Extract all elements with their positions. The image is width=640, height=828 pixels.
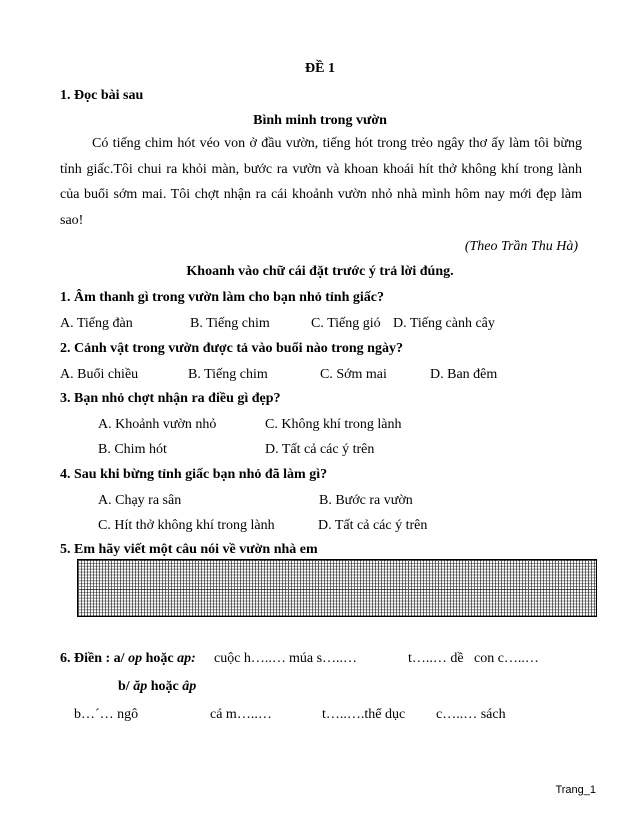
fill-line-b: [118, 678, 196, 696]
q1-option-b[interactable]: B. Tiếng chim: [190, 316, 270, 331]
page-title: ĐỀ 1: [305, 61, 335, 76]
q2-option-d[interactable]: D. Ban đêm: [430, 367, 498, 382]
fill-b-or: hoặc: [147, 679, 183, 694]
question-1: 1. Âm thanh gì trong vườn làm cho bạn nhỏ tỉnh giấc?: [60, 290, 384, 305]
fill-a-item-1[interactable]: cuộc h…..…: [214, 651, 286, 666]
story-title: Bình minh trong vườn: [253, 113, 387, 128]
page-number: Trang_1: [555, 784, 596, 796]
q1-option-c[interactable]: C. Tiếng gió: [311, 316, 381, 331]
fill-a-item-2[interactable]: múa s…..…: [289, 651, 358, 666]
q4-option-d[interactable]: D. Tất cả các ý trên: [318, 518, 428, 533]
q1-option-a[interactable]: A. Tiếng đàn: [60, 316, 133, 331]
fill-a-or: hoặc: [142, 651, 178, 666]
story-source: (Theo Trần Thu Hà): [464, 239, 578, 254]
q3-option-d[interactable]: D. Tất cả các ý trên: [265, 442, 375, 457]
q1-option-d[interactable]: D. Tiếng cành cây: [393, 316, 495, 331]
q4-option-b[interactable]: B. Bước ra vườn: [319, 493, 413, 508]
fill-a-choice: op: [128, 651, 143, 666]
fill-prefix: 6. Điền : a/: [60, 651, 129, 666]
question-2: 2. Cảnh vật trong vườn được tả vào buổi nào trong ngày?: [60, 341, 403, 356]
q4-option-a[interactable]: A. Chạy ra sân: [98, 493, 182, 508]
q3-option-a[interactable]: A. Khoảnh vườn nhỏ: [98, 417, 217, 432]
fill-b-label: b/: [118, 679, 134, 694]
fill-b-item-4[interactable]: c…..… sách: [436, 707, 506, 722]
reading-heading: 1. Đọc bài sau: [60, 88, 144, 103]
q2-option-b[interactable]: B. Tiếng chim: [188, 367, 268, 382]
fill-a-item-4[interactable]: con c…..…: [474, 651, 539, 666]
story-paragraph: Có tiếng chim hót véo von ở đầu vườn, tiếng hót trong trẻo ngây thơ ấy làm tôi bừng tỉnh giấc.Tôi chui ra khỏi màn, bước ra vườn và khoan khoái hít thở không khí trong lành của buổi sớm mai. Tôi chợt nhận ra cái khoảnh vườn nhỏ nhà mình hôm nay mới đẹp làm sao!: [60, 136, 582, 228]
q4-option-c[interactable]: C. Hít thở không khí trong lành: [98, 518, 275, 533]
q2-option-a[interactable]: A. Buổi chiều: [60, 367, 139, 382]
fill-a-choice2: ap:: [177, 651, 196, 666]
instruction: Khoanh vào chữ cái đặt trước ý trả lời đúng.: [186, 264, 454, 279]
writing-grid[interactable]: [77, 559, 597, 617]
fill-line-a: [60, 650, 196, 668]
fill-a-item-3[interactable]: t…..… dề: [408, 651, 464, 666]
fill-b-item-2[interactable]: cá m…..…: [210, 707, 272, 722]
q3-option-c[interactable]: C. Không khí trong lành: [265, 417, 402, 432]
fill-b-choice: ăp: [133, 679, 148, 694]
q3-option-b[interactable]: B. Chim hót: [98, 442, 167, 457]
q2-option-c[interactable]: C. Sớm mai: [320, 367, 387, 382]
fill-b-choice2: âp: [182, 679, 197, 694]
fill-b-item-3[interactable]: t…..….thể dục: [322, 707, 406, 722]
question-5: 5. Em hãy viết một câu nói về vườn nhà em: [60, 542, 318, 557]
question-3: 3. Bạn nhỏ chợt nhận ra điều gì đẹp?: [60, 391, 281, 406]
question-4: 4. Sau khi bừng tỉnh giấc bạn nhỏ đã làm gì?: [60, 467, 328, 482]
fill-b-item-1[interactable]: b…´… ngô: [74, 707, 139, 722]
